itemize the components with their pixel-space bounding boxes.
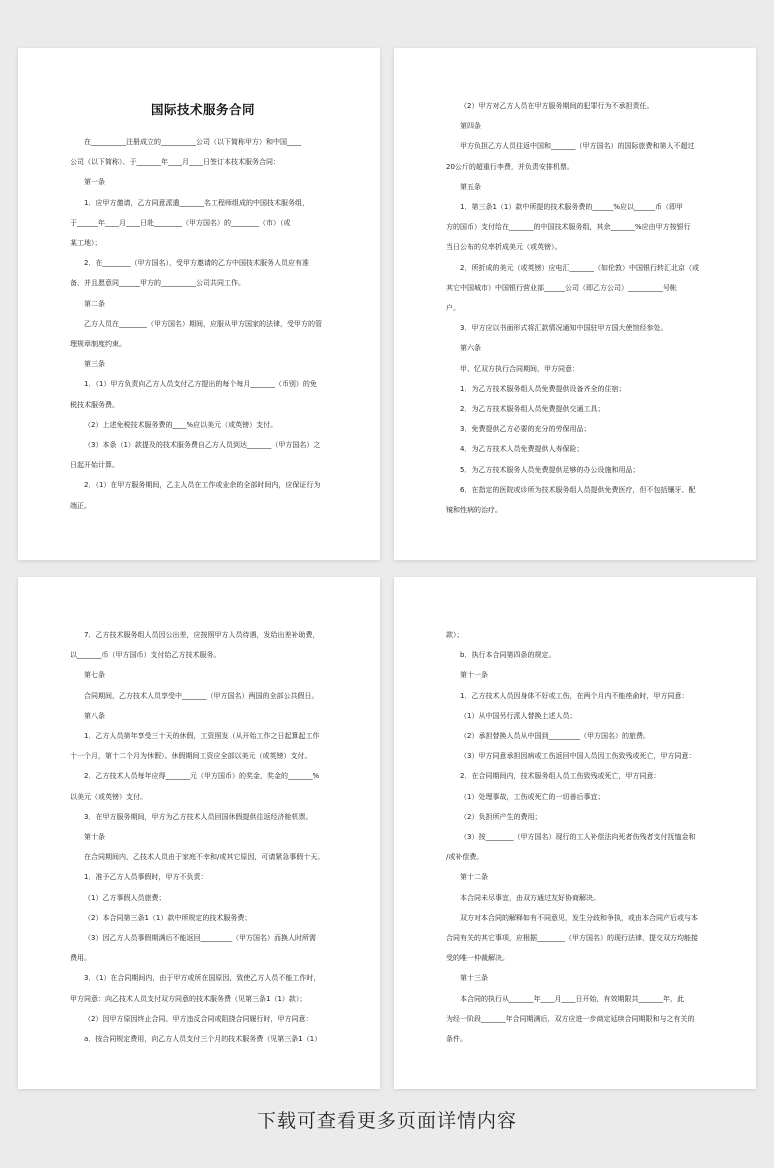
text-line: 以_______币（甲方国币）支付给乙方技术服务。 (70, 651, 221, 660)
text-line: （3）按________（甲方国名）现行的工人补偿法向死者伤残者支付抚恤金和 (460, 833, 696, 842)
text-line: 2．为乙方技术服务组人员免费提供交通工具； (460, 405, 605, 414)
text-line: 十一个月，第十二个月为休假）。休假期间工资应全部以美元（或英镑）支付。 (70, 752, 312, 761)
page-text (70, 625, 336, 1049)
text-line: （2）承担替换人员从中国到_________（甲方国名）的旅费。 (460, 732, 650, 741)
text-line: 1．乙方技术人员因身体不好或工伤，在两个月内不能痊俞时，甲方同意： (460, 691, 689, 700)
text-line: 在__________注册成立的__________公司（以下简称甲方）和中国____ (84, 138, 301, 146)
text-line: （2）上述免税技术服务费的____%应以美元（或英镑）支付。 (84, 420, 278, 429)
text-line: 某工地）； (70, 239, 102, 248)
download-caption[interactable]: 下载可查看更多页面详情内容 (256, 1110, 517, 1132)
text-line: 合同期间，乙方技术人员享受中_______（甲方国名）两国的全部公共假日。 (84, 691, 319, 700)
text-line: 本合同未尽事宜，由双方通过友好协商解决。 (460, 893, 600, 902)
text-line: 5．为乙方技术服务人员免费提供足够的办公设施和用品； (460, 465, 640, 474)
text-line: 双方对本合同的解释如有不同意见，发生分歧和争执，或由本合同产后或与本 (460, 913, 698, 922)
page-text (70, 132, 336, 516)
text-line: 4．为乙方技术人员免费提供人寿保险； (460, 445, 584, 454)
text-line: 在合同期间内，乙技术人员由于家庭不幸和/或其它原因，可请紧急事假十天。 (84, 853, 325, 862)
text-line: 第六条 (460, 344, 481, 353)
text-line: 理规章制度约束。 (70, 340, 126, 349)
text-line: 费用。 (70, 954, 91, 963)
text-line: 为经一阶段_______年合同期满后，双方应进一步商定延续合同期限和与之有关的 (446, 1014, 695, 1023)
text-line: 第三条 (84, 360, 105, 369)
text-line: 3．在甲方服务期间，甲方为乙方技术人员回国休假提供往返经济舱机票。 (84, 812, 313, 821)
text-line: 端正。 (70, 501, 91, 510)
text-line: 甲、忆双方执行合同期间，甲方同意： (460, 364, 579, 373)
text-line: 当日公布的兑率折成美元（或英镑）。 (446, 243, 562, 252)
text-line: 1．应甲方邀请，乙方同意派遣_______名工程师组成的中国技术服务组， (84, 198, 309, 207)
text-line: 1．（1）甲方负责向乙方人员支付乙方提出的每个每月_______（币别）的免 (84, 380, 317, 389)
text-line: 第五条 (460, 182, 481, 191)
text-line: 2．在________（甲方国名），受甲方邀请的乙方中国技术服务人员应有准 (84, 259, 309, 268)
document-page-4 (394, 577, 756, 1089)
text-line: 第十二条 (460, 873, 488, 882)
text-line: 2．乙方技术人员每年应得_______元（甲方国币）的奖金，奖金的_______% (84, 772, 320, 781)
text-line: b．执行本合同第四条的规定。 (460, 651, 556, 660)
document-page-2 (394, 48, 756, 560)
text-line: 2．（1）在甲方服务期间，乙主人员在工作或业余的全部时间内，应保证行为 (84, 481, 321, 490)
text-line: 方的国币）支付给在_______的中国技术服务组，其余_______%应由甲方按银行 (446, 223, 691, 232)
text-line: 1．为乙方技术服务组人员免费提供设备齐全的住宿； (460, 384, 626, 393)
text-line: （3）因乙方人员事假期满后不能返回_________（甲方国名）而换人时所需 (84, 934, 316, 943)
text-line: 其它中国城市）中国银行营业部______公司（即乙方公司）__________号帐 (446, 283, 677, 292)
text-line: 受的唯一仲裁解决。 (446, 954, 509, 963)
text-line: （3）本条（1）款提及的技术服务费自乙方人员到达_______（甲方国名）之 (84, 441, 321, 450)
text-line: 公司（以下简称）、于_______年____月____日签订本技术服务合同： (70, 158, 280, 167)
text-line: （2）甲方对乙方人员在甲方服务期间的犯罪行为不承担责任。 (460, 102, 654, 110)
text-line: a．按合同规定费用，向乙方人员支付三个月的技术服务费（见第三条1（1） (84, 1035, 322, 1044)
text-line: 1．准予乙方人员事假时，甲方不负责： (84, 873, 208, 882)
text-line: 第十三条 (460, 974, 488, 983)
text-line: 第四条 (460, 122, 481, 131)
text-line: 第十一条 (460, 671, 488, 680)
text-line: 税技术服务费。 (70, 400, 119, 409)
document-title: 国际技术服务合同 (150, 102, 255, 117)
document-page-1 (18, 48, 380, 560)
text-line: 7．乙方技术服务组人员因公出差，应按照甲方人员待遇，发给出差补助费， (84, 631, 320, 639)
text-line: 条件。 (446, 1035, 467, 1044)
document-page-3 (18, 577, 380, 1089)
text-line: 镜和性病的治疗。 (446, 506, 502, 515)
text-line: 第七条 (84, 671, 105, 680)
text-line: 2．所折成的美元（或英镑）应电汇_______（如伦敦）中国银行转汇北京（或 (460, 263, 699, 272)
text-line: （1）处理事故，工伤或死亡的一切善后事宜； (460, 792, 605, 801)
text-line: 以美元（或英镑）支付。 (70, 792, 147, 801)
text-line: 3．免费提供乙方必要的充分的劳保用品； (460, 425, 591, 434)
text-line: 乙方人员在________（甲方国名）期间，应服从甲方国家的法律，受甲方的管 (84, 319, 322, 328)
text-line: /或补偿费。 (446, 853, 484, 862)
text-line: 6．在指定的医院或诊所为技术服务组人员提供免费医疗，但不包括镶牙、配 (460, 485, 696, 494)
text-line: （2）因甲方原因终止合同、甲方违反合同或阻挠合同履行时，甲方同意： (84, 1014, 313, 1023)
text-line: 第八条 (84, 711, 105, 720)
text-line: （3）甲方同意承担因病或工伤返回中国人员因工伤致残或死亡，甲方同意： (460, 752, 696, 761)
page-text (446, 96, 712, 520)
text-line: 3．甲方应以书面形式将汇款情况通知中国驻甲方国大使馆经参处。 (460, 324, 668, 333)
text-line: （1）乙方事假人员旅费； (84, 893, 166, 902)
text-line: 合同有关的其它事项，应根据________（甲方国名）的现行法律，提交双方均能接 (446, 934, 698, 943)
text-line: 3．（1）在合同期间内，由于甲方或所在国原因，致使乙方人员不能工作时， (84, 974, 321, 983)
text-line: 20公斤的超重行李费，并负责安排机票。 (446, 162, 574, 171)
text-line: 2．在合同期间内，技术服务组人员工伤致残或死亡，甲方同意： (460, 772, 661, 781)
text-line: （2）本合同第三条1（1）款中所规定的技术服务费； (84, 913, 252, 922)
text-line: 甲方负担乙方人员往返中国和_______（甲方国名）的国际旅费和第人不超过 (460, 142, 695, 151)
text-line: （2）负担所产生的费用； (460, 812, 542, 821)
text-line: 甲方同意：向乙技术人员支付双方同意的技术服务费（见第三条1（1）款）； (70, 994, 307, 1003)
text-line: 于______年____月____日赴________（甲方国名）的________（市）（或 (70, 218, 291, 227)
text-line: 日起开始计算。 (70, 461, 119, 470)
text-line: 第十条 (84, 833, 105, 842)
text-line: 户。 (446, 304, 460, 313)
page-text (446, 625, 712, 1049)
text-line: 款）； (446, 631, 464, 639)
text-line: 第二条 (84, 299, 105, 308)
text-line: 1．第三条1（1）款中所提的技术服务费的______%应以______币（即甲 (460, 203, 684, 212)
text-line: 本合同的执行从_______年____月____日开始，有效期限共_______年，此 (460, 994, 684, 1003)
text-line: （1）从中国另行派人替换上述人员； (460, 711, 577, 720)
text-line: 备，并且愿意同______甲方的__________公司共同工作。 (70, 279, 245, 288)
text-line: 第一条 (84, 178, 105, 187)
text-line: 1．乙方人员第年享受三十天的休假，工资照发（从开始工作之日起算起工作 (84, 732, 320, 741)
